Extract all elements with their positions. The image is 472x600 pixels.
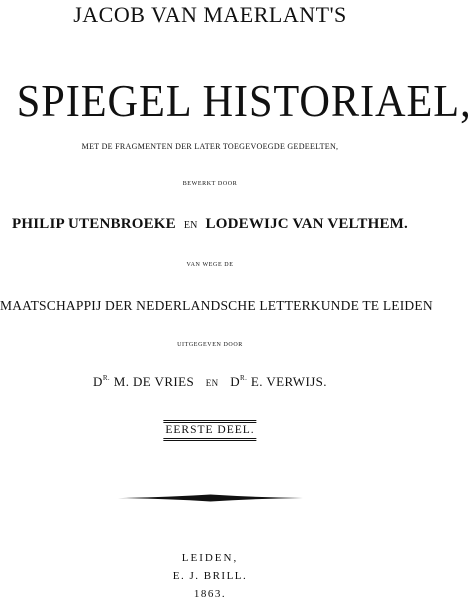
book-title: SPIEGEL HISTORIAEL, <box>16 75 472 126</box>
published-by-label: UITGEGEVEN DOOR <box>177 342 243 348</box>
publishers-conjunction: EN <box>205 378 219 388</box>
volume-label: EERSTE DEEL. <box>165 424 255 436</box>
on-behalf-label: VAN WEGE DE <box>186 262 234 268</box>
editors-line <box>0 217 420 232</box>
publisher-2: $D^{R.}$ E. VERWIJS. <box>230 374 327 389</box>
ornamental-rule <box>118 493 303 503</box>
author-heading: JACOB VAN MAERLANT'S <box>73 2 347 27</box>
edited-by-label: BEWERKT DOOR <box>182 181 238 187</box>
editors-conjunction: EN <box>183 220 198 231</box>
editor-name-1: PHILIP UTENBROEKE <box>12 216 176 232</box>
editor-name-2: LODEWIJC VAN VELTHEM. <box>205 216 408 232</box>
society-name: MAATSCHAPPIJ DER NEDERLANDSCHE LETTERKUNDE TE LEIDEN <box>0 298 433 313</box>
imprint-city: LEIDEN, <box>181 552 239 564</box>
publishers-line <box>0 375 420 388</box>
publisher-1: $D^{R.}$ M. DE VRIES <box>93 374 195 389</box>
volume-label-box <box>165 424 254 441</box>
subtitle: MET DE FRAGMENTEN DER LATER TOEGEVOEGDE GEDEELTEN, <box>81 142 339 151</box>
imprint-publisher: E. J. BRILL. <box>172 570 248 582</box>
imprint-year: 1863. <box>193 588 227 600</box>
